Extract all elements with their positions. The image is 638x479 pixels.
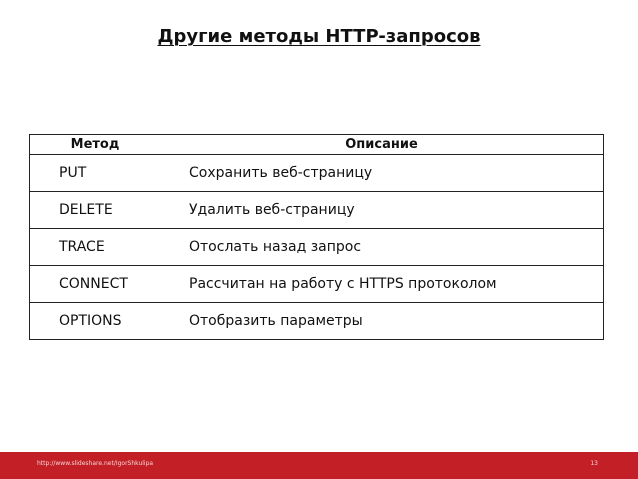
table-row xyxy=(30,266,604,303)
footer-bar xyxy=(0,452,638,479)
http-methods-table xyxy=(29,134,604,340)
method-cell: CONNECT xyxy=(30,266,161,303)
table-row xyxy=(30,303,604,340)
description-cell: Сохранить веб-страницу xyxy=(160,155,604,192)
description-cell: Отослать назад запрос xyxy=(160,229,604,266)
method-cell: TRACE xyxy=(30,229,161,266)
column-header-method: Метод xyxy=(30,135,161,155)
table-row xyxy=(30,192,604,229)
method-cell: DELETE xyxy=(30,192,161,229)
method-cell: PUT xyxy=(30,155,161,192)
slide-title: Другие методы HTTP-запросов xyxy=(157,26,481,47)
method-cell: OPTIONS xyxy=(30,303,161,340)
table-row xyxy=(30,229,604,266)
page-number: 13 xyxy=(590,460,598,467)
footer-source-link[interactable]: http://www.slideshare.net/IgorShkulipa xyxy=(37,460,154,467)
description-cell: Отобразить параметры xyxy=(160,303,604,340)
table-row xyxy=(30,155,604,192)
description-cell: Рассчитан на работу с HTTPS протоколом xyxy=(160,266,604,303)
table-header-row xyxy=(30,135,604,155)
description-cell: Удалить веб-страницу xyxy=(160,192,604,229)
column-header-description: Описание xyxy=(160,135,604,155)
